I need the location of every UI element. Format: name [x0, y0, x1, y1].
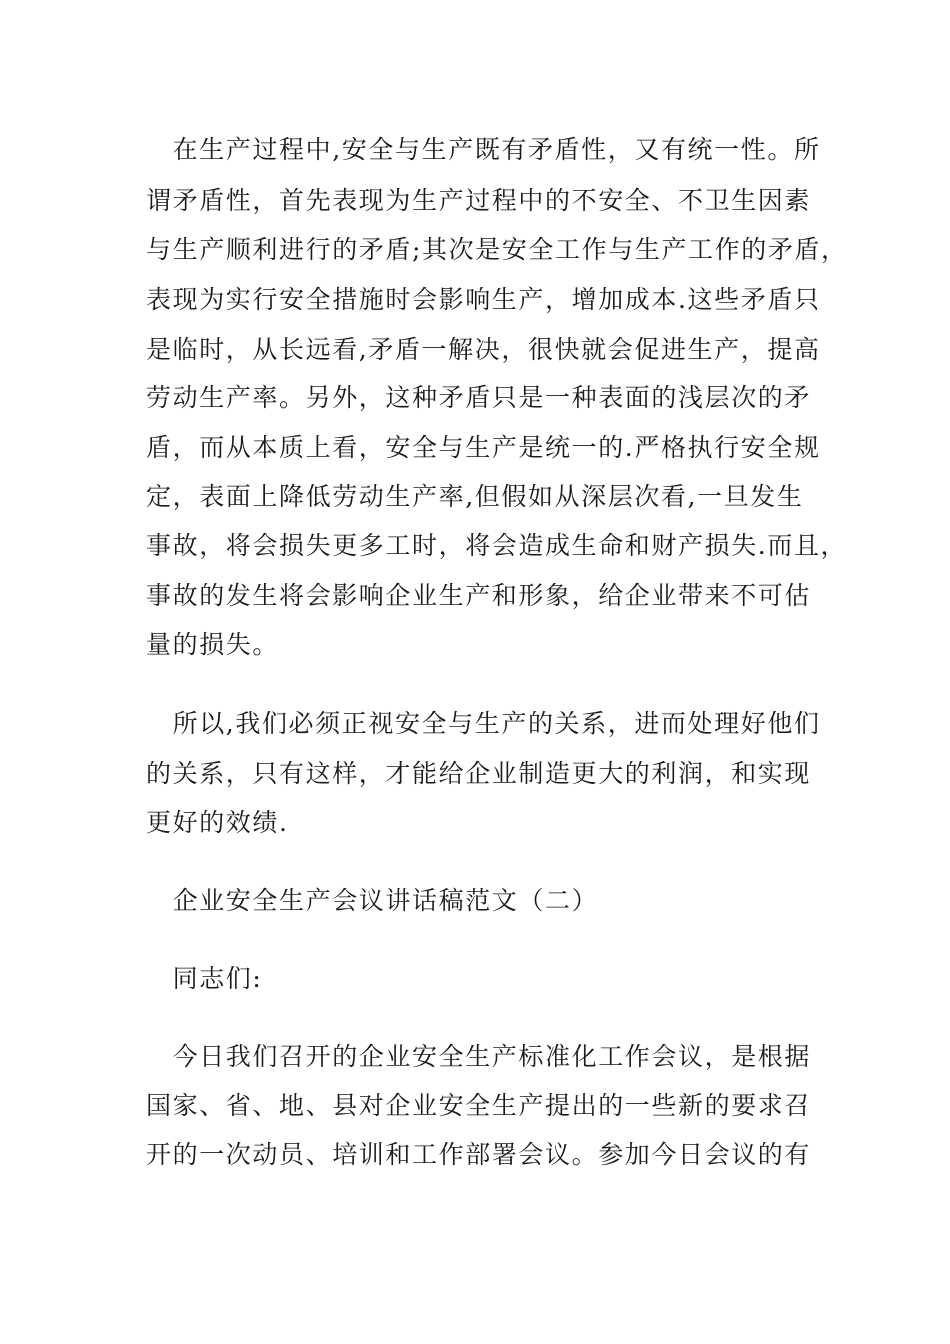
paragraph-1-line: 表现为实行安全措施时会影响生产，增加成本.这些矛盾只: [146, 285, 821, 314]
paragraph-2-line: 更好的效绩.: [146, 808, 289, 837]
paragraph-1-line: 是临时，从长远看,矛盾一解决，很快就会促进生产，提高: [146, 335, 821, 364]
paragraph-1-line: 劳动生产率。另外，这种矛盾只是一种表面的浅层次的矛: [146, 383, 812, 412]
paragraph-1-line: 盾，而从本质上看，安全与生产是统一的.严格执行安全规: [146, 433, 821, 462]
paragraph-2-line: 的关系，只有这样，才能给企业制造更大的利润，和实现: [146, 759, 812, 788]
paragraph-2-line: 所以,我们必须正视安全与生产的关系，进而处理好他们: [146, 709, 821, 738]
salutation: 同志们:: [146, 964, 263, 993]
paragraph-1-line: 谓矛盾性，首先表现为生产过程中的不安全、不卫生因素: [146, 186, 812, 215]
paragraph-3-line: 今日我们召开的企业安全生产标准化工作会议，是根据: [146, 1042, 812, 1071]
paragraph-1-line: 在生产过程中,安全与生产既有矛盾性，又有统一性。所: [146, 135, 821, 164]
paragraph-1-line: 事故，将会损失更多工时，将会造成生命和财产损失.而且，: [146, 531, 848, 560]
paragraph-3-line: 开的一次动员、培训和工作部署会议。参加今日会议的有: [146, 1140, 812, 1169]
section-heading: 企业安全生产会议讲话稿范文（二）: [146, 886, 599, 915]
paragraph-1-line: 量的损失。: [146, 630, 280, 659]
paragraph-1-line: 与生产顺利进行的矛盾;其次是安全工作与生产工作的矛盾，: [146, 235, 848, 264]
paragraph-1-line: 事故的发生将会影响企业生产和形象，给企业带来不可估: [146, 581, 812, 610]
paragraph-1-line: 定，表面上降低劳动生产率,但假如从深层次看,一旦发生: [146, 482, 804, 511]
paragraph-3-line: 国家、省、地、县对企业安全生产提出的一些新的要求召: [146, 1091, 812, 1120]
